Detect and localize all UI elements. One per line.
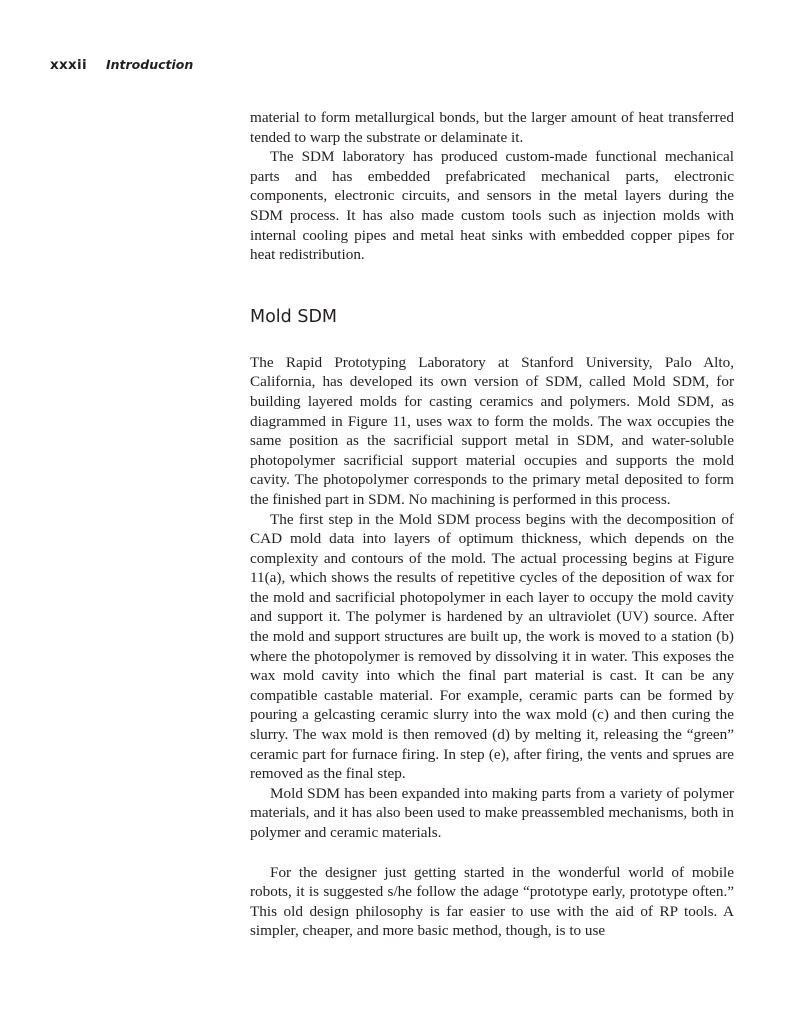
paragraph-designer-advice: For the designer just getting started in the wonderful world of mobile robots, it is suggested s/he follow the adage “prototype early, prototype often.” This old design philosophy is far easier to use with the aid of RP tools. A simpler, cheaper, and more basic method, though, is to use (250, 863, 734, 940)
page-number: xxxii (50, 57, 87, 73)
paragraph-rapid-prototyping-lab: The Rapid Prototyping Laboratory at Stanford University, Palo Alto, California, has developed its own version of SDM, called Mold SDM, for building layered molds for casting ceramics and polymers. Mold SDM, as diagrammed in Figure 11, uses wax to form the molds. The wax occupies the same position as the sacrificial support metal in SDM, and water-soluble photopolymer sacrificial support material occupies and supports the mold cavity. The photopolymer corresponds to the primary metal deposited to form the finished part in SDM. No machining is performed in this process. (250, 353, 734, 508)
paragraph-mold-sdm-expanded: Mold SDM has been expanded into making parts from a variety of polymer materials, and it has also been used to make preassembled mechanisms, both in polymer and ceramic materials. (250, 784, 734, 841)
running-head-section: Introduction (105, 57, 194, 72)
paragraph-continued: material to form metallurgical bonds, but the larger amount of heat transferred tended to warp the substrate or delaminate it. (250, 109, 734, 146)
page-body (250, 108, 734, 941)
paragraph-first-step: The first step in the Mold SDM process begins with the decomposition of CAD mold data into layers of optimum thickness, which depends on the complexity and contours of the mold. The actual processing begins at Figure 11(a), which shows the results of repetitive cycles of the deposition of wax for the mold and sacrificial photopolymer in each layer to occupy the mold cavity and support it. The polymer is hardened by an ultraviolet (UV) source. After the mold and support structures are built up, the work is moved to a station (b) where the photopolymer is removed by dissolving it in water. This exposes the wax mold cavity into which the final part material is cast. It can be any compatible castable material. For example, ceramic parts can be formed by pouring a gelcasting ceramic slurry into the wax mold (c) and then curing the slurry. The wax mold is then removed (d) by melting it, releasing the “green” ceramic part for furnace firing. In step (e), after firing, the vents and sprues are removed as the final step. (250, 510, 734, 783)
section-heading-mold-sdm: Mold SDM (250, 306, 338, 327)
running-head (50, 56, 193, 73)
paragraph-gap (250, 843, 734, 863)
paragraph-sdm-laboratory: The SDM laboratory has produced custom-made functional mechanical parts and has embedded prefabricated mechanical parts, electronic components, electronic circuits, and sensors in the metal layers during the SDM process. It has also made custom tools such as injection molds with internal cooling pipes and metal heat sinks with embedded copper pipes for heat redistribution. (250, 148, 734, 264)
